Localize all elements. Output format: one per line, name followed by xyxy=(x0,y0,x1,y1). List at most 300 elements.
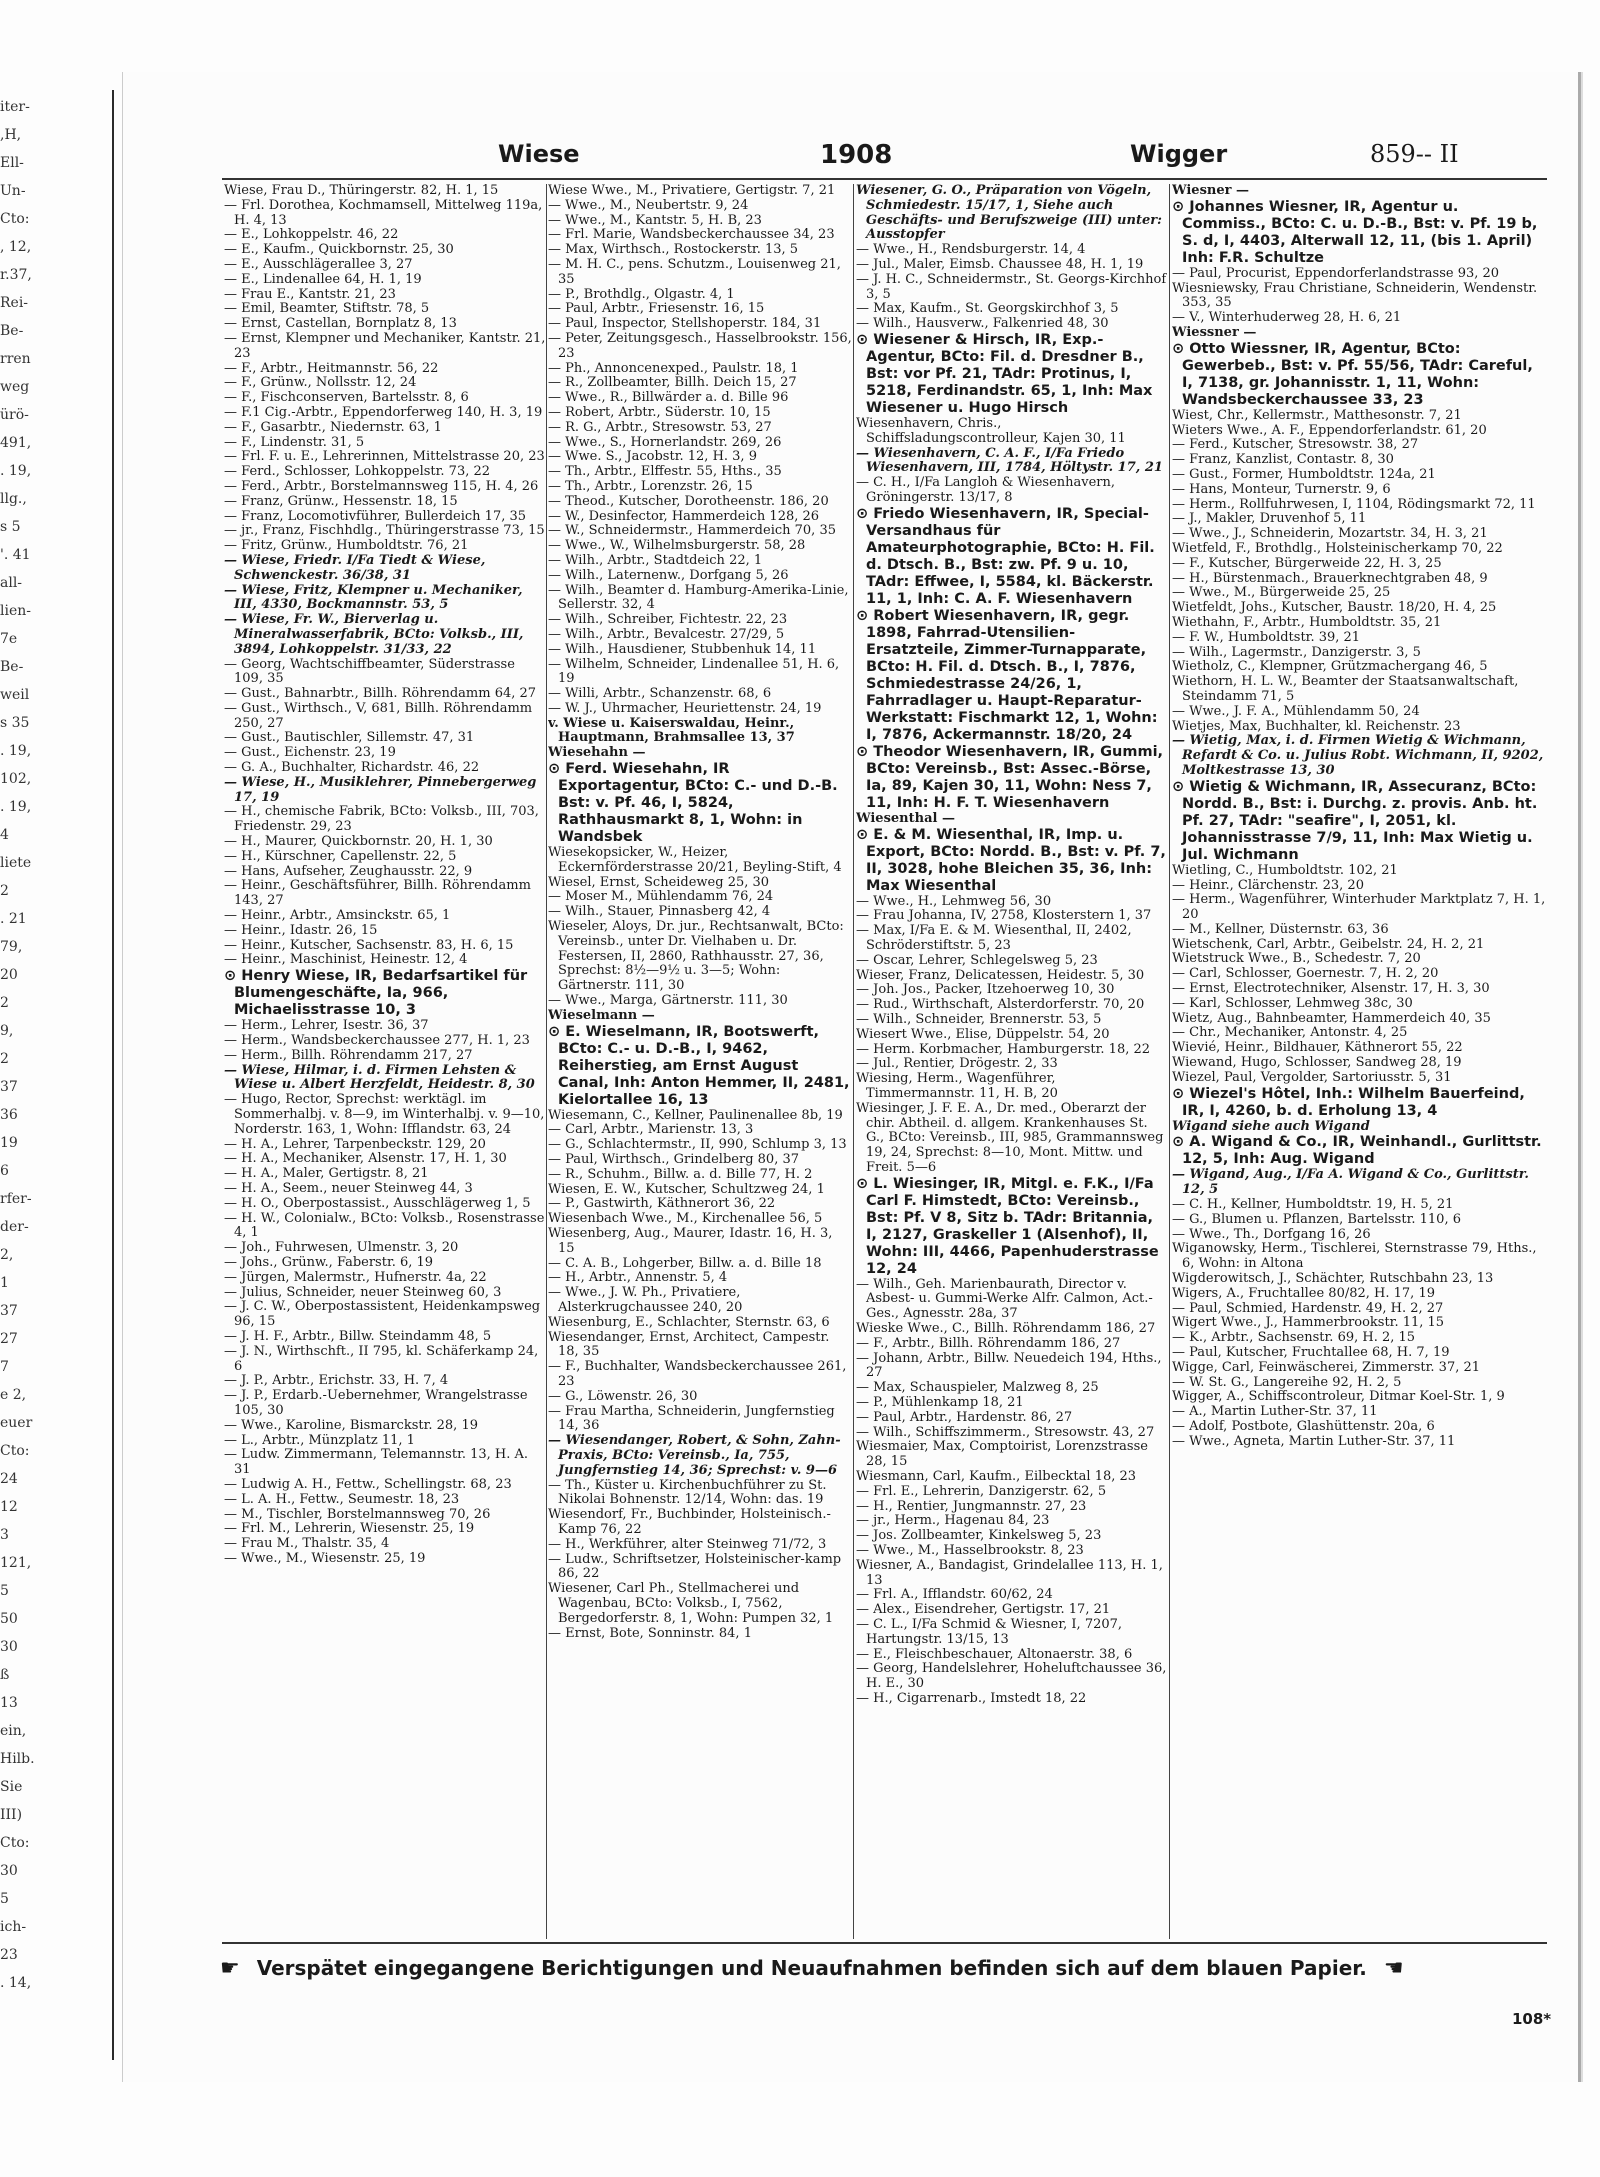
directory-entry: — Ernst, Castellan, Bornplatz 8, 13 xyxy=(224,316,457,332)
margin-fragment: ein, xyxy=(0,1723,27,1739)
directory-entry: — M. H. C., pens. Schutzm., Louisenweg 21, 35 xyxy=(548,256,841,287)
directory-entry: Wieser, Franz, Delicatessen, Heidestr. 5, 30 xyxy=(856,967,1145,983)
margin-fragment: 23 xyxy=(0,1947,18,1963)
directory-entry: — Frau Martha, Schneiderin, Jungfernstieg 14, 36 xyxy=(548,1403,835,1434)
margin-fragment: euer xyxy=(0,1415,33,1431)
directory-entry: — Wwe., Marga, Gärtnerstr. 111, 30 xyxy=(548,993,788,1009)
directory-entry: — Ferd., Arbtr., Borstelmannsweg 115, H. 4, 26 xyxy=(224,478,539,494)
directory-entry: Wietling, C., Humboldtstr. 102, 21 xyxy=(1172,862,1398,878)
margin-fragment: 12 xyxy=(0,1499,18,1515)
directory-entry: — Heinr., Geschäftsführer, Billh. Röhrendamm 143, 27 xyxy=(224,878,531,909)
directory-entry: — Paul, Kutscher, Fruchtallee 68, H. 7, 19 xyxy=(1172,1345,1450,1361)
directory-entry: — Jos. Zollbeamter, Kinkelsweg 5, 23 xyxy=(856,1528,1102,1544)
directory-entry: — Franz, Kanzlist, Contastr. 8, 30 xyxy=(1172,452,1394,468)
directory-entry: Wiewand, Hugo, Schlosser, Sandweg 28, 19 xyxy=(1172,1055,1462,1071)
directory-entry: Wigderowitsch, J., Schächter, Rutschbahn 23, 13 xyxy=(1172,1271,1494,1287)
directory-entry: — Alex., Eisendreher, Gertigstr. 17, 21 xyxy=(856,1602,1111,1618)
directory-entry: Wieske Wwe., C., Billh. Röhrendamm 186, 27 xyxy=(856,1321,1156,1337)
directory-entry: — W. St. G., Langereihe 92, H. 2, 5 xyxy=(1172,1374,1402,1390)
directory-entry: — Joh. Jos., Packer, Itzehoerweg 10, 30 xyxy=(856,982,1115,998)
directory-entry: Wieseler, Aloys, Dr. jur., Rechtsanwalt, BCto: Vereinsb., unter Dr. Vielhaben u. Dr. Festersen, II, 2860, Rathhausstr. 27, 36, Sprechst: 8½—9½ u. 3—5; Wohn: Gärtnerstr. 111, 30 xyxy=(548,919,844,994)
directory-entry: Wieters Wwe., A. F., Eppendorferlandstr. 61, 20 xyxy=(1172,422,1487,438)
directory-entry: Wiesenhavern, Chris., Schiffsladungscontrolleur, Kajen 30, 11 xyxy=(856,415,1126,446)
margin-fragment: all- xyxy=(0,575,23,591)
directory-entry: — R. G., Arbtr., Stresowstr. 53, 27 xyxy=(548,419,772,435)
directory-entry: — C. L., I/Fa Schmid & Wiesner, I, 7207, Hartungstr. 13/15, 13 xyxy=(856,1617,1123,1647)
directory-entry: — H., Bürstenmach., Brauerknechtgraben 48, 9 xyxy=(1172,570,1488,586)
previous-page-edge xyxy=(0,100,108,2020)
firm-entry: ⊙ E. & M. Wiesenthal, IR, Imp. u. Export, BCto: Nordd. B., Bst: v. Pf. 7, II, 3028, hohe Bleichen 35, 36, Inh: Max Wiesenthal xyxy=(856,826,1166,894)
margin-fragment: Be- xyxy=(0,323,24,339)
directory-entry: — Herm., Wagenführer, Winterhuder Marktplatz 7, H. 1, 20 xyxy=(1172,892,1546,923)
margin-fragment: 24 xyxy=(0,1471,18,1487)
firm-entry: ⊙ E. Wieselmann, IR, Bootswerft, BCto: C.- u. D.-B., I, 9462, Reiherstieg, am Ernst August Canal, Inh: Anton Hemmer, II, 2481, Kielortallee 16, 13 xyxy=(548,1023,850,1108)
directory-entry: — Robert, Arbtr., Süderstr. 10, 15 xyxy=(548,404,771,420)
directory-entry: — Emil, Beamter, Stiftstr. 78, 5 xyxy=(224,301,430,317)
directory-entry: Wiese, Frau D., Thüringerstr. 82, H. 1, 15 xyxy=(224,184,499,198)
directory-entry: Wiesener, G. O., Präparation von Vögeln, Schmiedestr. 15/17, 1, Siehe auch Geschäfts- und Berufszweige (III) unter: Ausstopfer xyxy=(856,184,1162,243)
directory-entry: — Gust., Wirthsch., V, 681, Billh. Röhrendamm 250, 27 xyxy=(224,700,533,731)
margin-fragment: ich- xyxy=(0,1919,27,1935)
section-heading: Wiesehahn — xyxy=(548,745,646,761)
directory-entry: — Wwe., M., Wiesenstr. 25, 19 xyxy=(224,1550,426,1566)
directory-entry: — Ernst, Electrotechniker, Alsenstr. 17, H. 3, 30 xyxy=(1172,981,1490,997)
directory-entry: — Wilh., Laternenw., Dorfgang 5, 26 xyxy=(548,567,789,583)
directory-entry: — Wiesenhavern, C. A. F., I/Fa Friedo Wiesenhavern, III, 1784, Höltystr. 17, 21 xyxy=(856,445,1163,476)
margin-fragment: iter- xyxy=(0,100,30,115)
directory-entry: — J. P., Erdarb.-Uebernehmer, Wrangelstrasse 105, 30 xyxy=(224,1388,528,1418)
directory-entry: — Wiese, Hilmar, i. d. Firmen Lehsten & Wiese u. Albert Herzfeldt, Heidestr. 8, 30 xyxy=(224,1062,535,1093)
directory-entry: Wietholz, C., Klempner, Grützmachergang 46, 5 xyxy=(1172,659,1488,675)
directory-entry: — Wwe., J., Schneiderin, Mozartstr. 34, H. 3, 21 xyxy=(1172,526,1488,542)
firm-entry: ⊙ Otto Wiessner, IR, Agentur, BCto: Gewerbeb., Bst: v. Pf. 55/56, TAdr: Careful, I, 7138, gr. Johannisstr. 1, 11, Wohn: Wandsbeckerchaussee 33, 23 xyxy=(1172,340,1533,408)
directory-entry: — Wiese, Fritz, Klempner u. Mechaniker, III, 4330, Bockmannstr. 53, 5 xyxy=(224,582,523,613)
directory-entry: — Wwe., R., Billwärder a. d. Bille 96 xyxy=(548,390,789,406)
directory-entry: — H., Cigarrenarb., Imstedt 18, 22 xyxy=(856,1691,1087,1706)
firm-entry: ⊙ Theodor Wiesenhavern, IR, Gummi, BCto: Vereinsb., Bst: Assec.-Börse, Ia, 89, Kajen 30, 11, Wohn: Ness 7, 11, Inh: H. F. T. Wiesenhavern xyxy=(856,743,1164,811)
directory-entry: — F.1 Cig.-Arbtr., Eppendorferweg 140, H. 3, 19 xyxy=(224,404,543,420)
directory-entry: — Wiese, Fr. W., Bierverlag u. Mineralwasserfabrik, BCto: Volksb., III, 3894, Lohkoppelstr. 31/33, 22 xyxy=(224,612,524,657)
margin-fragment: 6 xyxy=(0,1163,9,1179)
directory-entry: Wietjes, Max, Buchhalter, kl. Reichenstr. 23 xyxy=(1172,718,1461,734)
directory-entry: — E., Lohkoppelstr. 46, 22 xyxy=(224,227,399,243)
directory-entry: — Max, Kaufm., St. Georgskirchhof 3, 5 xyxy=(856,301,1119,317)
directory-entry: — F., Kutscher, Bürgerweide 22, H. 3, 25 xyxy=(1172,555,1442,571)
directory-entry: — Paul, Wirthsch., Grindelberg 80, 37 xyxy=(548,1152,799,1168)
margin-fragment: llg., xyxy=(0,491,27,507)
directory-entry: — Jul., Rentier, Drögestr. 2, 33 xyxy=(856,1056,1058,1072)
directory-entry: — Hans, Aufseher, Zeughausstr. 22, 9 xyxy=(224,863,473,879)
margin-fragment: Rei- xyxy=(0,295,29,311)
directory-entry: — P., Brothdlg., Olgastr. 4, 1 xyxy=(548,286,735,302)
directory-entry: — Gust., Bahnarbtr., Billh. Röhrendamm 64, 27 xyxy=(224,686,537,702)
margin-fragment: 7e xyxy=(0,631,18,647)
margin-fragment: Un- xyxy=(0,183,26,199)
directory-entry: — H., Kürschner, Capellenstr. 22, 5 xyxy=(224,848,457,864)
directory-entry: Wiganowsky, Herm., Tischlerei, Sternstrasse 79, Hths., 6, Wohn: in Altona xyxy=(1172,1241,1537,1272)
directory-entry: — Joh., Fuhrwesen, Ulmenstr. 3, 20 xyxy=(224,1240,459,1256)
margin-fragment: 1 xyxy=(0,1275,9,1291)
directory-entry: — H. O., Oberpostassist., Ausschlägerweg 1, 5 xyxy=(224,1195,531,1211)
pointing-hand-left-icon: ☚ xyxy=(1383,1956,1404,1981)
directory-entry: — Oscar, Lehrer, Schlegelsweg 5, 23 xyxy=(856,952,1098,968)
margin-fragment: s 35 xyxy=(0,715,30,731)
directory-entry: — Wiese, Friedr. I/Fa Tiedt & Wiese, Schwenckestr. 36/38, 31 xyxy=(224,552,486,583)
directory-entry: — Wwe., M., Neubertstr. 9, 24 xyxy=(548,197,749,213)
pointing-hand-right-icon: ☛ xyxy=(220,1956,240,1981)
margin-fragment: . 19, xyxy=(0,743,32,759)
directory-entry: — C. H., Kellner, Humboldtstr. 19, H. 5, 21 xyxy=(1172,1197,1454,1213)
directory-entry: — Heinr., Clärchenstr. 23, 20 xyxy=(1172,877,1364,893)
directory-entry: Wiesmaier, Max, Comptoirist, Lorenzstrasse 28, 15 xyxy=(856,1439,1148,1470)
footer-rule xyxy=(222,1942,1547,1944)
firm-entry: ⊙ Friedo Wiesenhavern, IR, Special-Versandhaus für Amateurphotographie, BCto: H. Fil. d. Dtsch. B., Bst: zw. Pf. 9 u. 10, TAdr: Effwee, I, 5584, kl. Bäckerstr. 11, 1, Inh: C. A. F. Wiesenhavern xyxy=(856,505,1155,607)
section-heading: Wiesner — xyxy=(1172,184,1249,198)
margin-fragment: 79, xyxy=(0,939,23,955)
directory-entry: — Herm., Lehrer, Isestr. 36, 37 xyxy=(224,1018,429,1034)
directory-entry: — F., Arbtr., Heitmannstr. 56, 22 xyxy=(224,360,439,376)
directory-entry: — J. C. W., Oberpostassistent, Heidenkampsweg 96, 15 xyxy=(224,1299,541,1330)
directory-entry: Wiese Wwe., M., Privatiere, Gertigstr. 7, 21 xyxy=(548,184,836,198)
directory-entry: — F., Grünw., Nollsstr. 12, 24 xyxy=(224,375,417,391)
directory-entry: — Wiese, H., Musiklehrer, Pinnebergerweg 17, 19 xyxy=(224,774,537,805)
directory-entry: — Peter, Zeitungsgesch., Hasselbrookstr. 156, 23 xyxy=(548,330,852,361)
directory-entry: — Ludwig A. H., Fettw., Schellingstr. 68, 23 xyxy=(224,1476,512,1492)
directory-entry: — J. P., Arbtr., Erichstr. 33, H. 7, 4 xyxy=(224,1373,449,1389)
column-1 xyxy=(224,184,546,1939)
gutter-line xyxy=(112,90,114,2060)
directory-entry: — Johann, Arbtr., Billw. Neuedeich 194, Hths., 27 xyxy=(856,1350,1162,1381)
margin-fragment: weg xyxy=(0,379,30,395)
directory-entry: — Paul, Arbtr., Friesenstr. 16, 15 xyxy=(548,301,765,317)
directory-entry: — Jul., Maler, Eimsb. Chaussee 48, H. 1, 19 xyxy=(856,256,1144,272)
margin-fragment: rfer- xyxy=(0,1191,32,1207)
margin-fragment: r.37, xyxy=(0,267,32,283)
margin-fragment: 491, xyxy=(0,435,32,451)
page-header xyxy=(200,140,1580,180)
directory-entry: — G., Schlachtermstr., II, 990, Schlump 3, 13 xyxy=(548,1137,847,1153)
directory-entry: — Wilh., Arbtr., Bevalcestr. 27/29, 5 xyxy=(548,626,785,642)
directory-entry: — Wilh., Lagermstr., Danzigerstr. 3, 5 xyxy=(1172,644,1421,660)
directory-entry: — Franz, Grünw., Hessenstr. 18, 15 xyxy=(224,493,458,509)
column-4 xyxy=(1172,184,1546,1939)
directory-entry: — Wilh., Schreiber, Fichtestr. 22, 23 xyxy=(548,612,788,628)
directory-entry: Wietschenk, Carl, Arbtr., Geibelstr. 24, H. 2, 21 xyxy=(1172,936,1485,952)
directory-entry: — H., Arbtr., Annenstr. 5, 4 xyxy=(548,1270,728,1286)
directory-entry: — Wwe., W., Wilhelmsburgerstr. 58, 28 xyxy=(548,538,806,554)
directory-entry: — Julius, Schneider, neuer Steinweg 60, 3 xyxy=(224,1284,502,1300)
directory-entry: — L. A. H., Fettw., Seumestr. 18, 23 xyxy=(224,1491,460,1507)
margin-fragment: . 19, xyxy=(0,463,32,479)
directory-entry: — Th., Arbtr., Elffestr. 55, Hths., 35 xyxy=(548,464,782,480)
directory-entry: — Wwe. S., Jacobstr. 12, H. 3, 9 xyxy=(548,449,757,465)
directory-entry: — Hans, Monteur, Turnerstr. 9, 6 xyxy=(1172,481,1391,497)
margin-fragment: ürö- xyxy=(0,407,29,423)
directory-entry: — Ernst, Klempner und Mechaniker, Kantstr. 21, 23 xyxy=(224,330,546,361)
directory-entry: Wiesenbach Wwe., M., Kirchenallee 56, 5 xyxy=(548,1211,823,1227)
directory-entry: — Wietig, Max, i. d. Firmen Wietig & Wichmann, Refardt & Co. u. Julius Robt. Wichmann, II, 9202, Moltkestrasse 13, 30 xyxy=(1172,733,1544,778)
directory-entry: — Wwe., Th., Dorfgang 16, 26 xyxy=(1172,1226,1371,1242)
directory-entry: Wietz, Aug., Bahnbeamter, Hammerdeich 40, 35 xyxy=(1172,1010,1491,1026)
directory-entry: — Wwe., M., Bürgerweide 25, 25 xyxy=(1172,585,1391,601)
directory-entry: — M., Kellner, Düsternstr. 63, 36 xyxy=(1172,921,1389,937)
directory-entry: — H. A., Seem., neuer Steinweg 44, 3 xyxy=(224,1181,473,1196)
directory-entry: — Franz, Locomotivführer, Bullerdeich 17, 35 xyxy=(224,508,527,524)
section-heading: Wiesenthal — xyxy=(856,810,955,826)
directory-entry: — Paul, Arbtr., Hardenstr. 86, 27 xyxy=(856,1409,1073,1425)
directory-entry: Wiethahn, F., Arbtr., Humboldtstr. 35, 21 xyxy=(1172,614,1442,630)
margin-fragment: Sie xyxy=(0,1779,23,1795)
margin-fragment: e 2, xyxy=(0,1387,27,1403)
directory-entry: — Willi, Arbtr., Schanzenstr. 68, 6 xyxy=(548,686,772,702)
firm-entry: ⊙ Wiesener & Hirsch, IR, Exp.-Agentur, BCto: Fil. d. Dresdner B., Bst: vor Pf. 21, TAdr: Protinus, I, 5218, Ferdinandstr. 65, 1, Inh: Max Wiesener u. Hugo Hirsch xyxy=(856,331,1153,416)
margin-fragment: 30 xyxy=(0,1639,18,1655)
directory-entry: — Carl, Schlosser, Goernestr. 7, H. 2, 20 xyxy=(1172,966,1439,982)
margin-fragment: Hilb. xyxy=(0,1751,35,1767)
directory-entry: — Adolf, Postbote, Glashüttenstr. 20a, 6 xyxy=(1172,1419,1435,1434)
directory-entry: — Wigand, Aug., I/Fa A. Wigand & Co., Gurlittstr. 12, 5 xyxy=(1172,1167,1529,1198)
directory-entry: Wietfeldt, Johs., Kutscher, Baustr. 18/20, H. 4, 25 xyxy=(1172,600,1497,616)
directory-entry: — H. W., Colonialw., BCto: Volksb., Rosenstrasse 4, 1 xyxy=(224,1210,545,1241)
directory-entry: — Moser M., Mühlendamm 76, 24 xyxy=(548,889,774,905)
margin-fragment: ß xyxy=(0,1667,10,1683)
firm-entry: ⊙ Wietig & Wichmann, IR, Assecuranz, BCto: Nordd. B., Bst: i. Durchg. z. provis. Anb. ht. Pf. 27, TAdr: "seafire", I, 2051, kl. Johannisstrasse 7/9, 11, Inh: Max Wietig u. Jul. Wichmann xyxy=(1172,778,1538,863)
directory-entry: — Frl. M., Lehrerin, Wiesenstr. 25, 19 xyxy=(224,1521,475,1537)
directory-entry: Wigge, Carl, Feinwäscherei, Zimmerstr. 37, 21 xyxy=(1172,1359,1481,1375)
directory-entry: — F. W., Humboldtstr. 39, 21 xyxy=(1172,629,1361,645)
directory-entry: — P., Gastwirth, Käthnerort 36, 22 xyxy=(548,1196,776,1212)
directory-entry: — G. A., Buchhalter, Richardstr. 46, 22 xyxy=(224,760,480,776)
margin-fragment: Cto: xyxy=(0,1443,30,1459)
directory-entry: — Th., Arbtr., Lorenzstr. 26, 15 xyxy=(548,478,753,494)
directory-entry: Wiesniewsky, Frau Christiane, Schneiderin, Wendenstr. 353, 35 xyxy=(1172,280,1538,311)
directory-entry: — Frl. E., Lehrerin, Danzigerstr. 62, 5 xyxy=(856,1483,1107,1499)
directory-entry: — F., Fischconserven, Bartelsstr. 8, 6 xyxy=(224,390,469,406)
margin-fragment: rren xyxy=(0,351,31,367)
directory-entry: — H., Werkführer, alter Steinweg 71/72, 3 xyxy=(548,1536,827,1552)
directory-entry: Wigand siehe auch Wigand xyxy=(1172,1118,1370,1134)
header-first-name: Wiese xyxy=(498,140,580,168)
directory-entry: — Frau E., Kantstr. 21, 23 xyxy=(224,286,396,302)
margin-fragment: 37 xyxy=(0,1303,18,1319)
directory-entry: — Paul, Schmied, Hardenstr. 49, H. 2, 27 xyxy=(1172,1300,1444,1316)
directory-entry: Wiesert Wwe., Elise, Düppelstr. 54, 20 xyxy=(856,1026,1110,1042)
margin-fragment: 37 xyxy=(0,1079,18,1095)
directory-entry: — Heinr., Kutscher, Sachsenstr. 83, H. 6, 15 xyxy=(224,937,514,953)
margin-fragment: 19 xyxy=(0,1135,18,1151)
firm-entry: ⊙ Ferd. Wiesehahn, IR Exportagentur, BCto: C.- und D.-B. Bst: v. Pf. 46, I, 5824, Rathhausmarkt 8, 1, Wohn: in Wandsbek xyxy=(548,761,838,846)
margin-fragment: Cto: xyxy=(0,211,30,227)
directory-entry: — Carl, Arbtr., Marienstr. 13, 3 xyxy=(548,1122,754,1138)
firm-entry: ⊙ A. Wigand & Co., IR, Weinhandl., Gurlittstr. 12, 5, Inh: Aug. Wigand xyxy=(1172,1134,1542,1168)
directory-entry: — Gust., Former, Humboldtstr. 124a, 21 xyxy=(1172,466,1436,482)
directory-entry: — Wwe., S., Hornerlandstr. 269, 26 xyxy=(548,434,782,450)
margin-fragment: der- xyxy=(0,1219,29,1235)
margin-fragment: liete xyxy=(0,855,32,871)
directory-entry: — Wwe., H., Lehmweg 56, 30 xyxy=(856,893,1052,909)
directory-entry: — A., Martin Luther-Str. 37, 11 xyxy=(1172,1404,1378,1420)
directory-entry: Wiezel, Paul, Vergolder, Sartoriusstr. 5, 31 xyxy=(1172,1069,1452,1085)
margin-fragment: 2 xyxy=(0,1051,9,1067)
directory-entry: — Heinr., Arbtr., Amsinckstr. 65, 1 xyxy=(224,908,451,924)
margin-fragment: 2, xyxy=(0,1247,14,1263)
directory-entry: — Rud., Wirthschaft, Alsterdorferstr. 70, 20 xyxy=(856,997,1145,1013)
directory-entry: — Wwe., Agneta, Martin Luther-Str. 37, 11 xyxy=(1172,1433,1456,1449)
directory-entry: — Wwe., M., Hasselbrookstr. 8, 23 xyxy=(856,1543,1084,1559)
margin-fragment: , 12, xyxy=(0,239,32,255)
directory-entry: — Herm., Wandsbeckerchaussee 277, H. 1, 23 xyxy=(224,1033,530,1049)
directory-entry: — K., Arbtr., Sachsenstr. 69, H. 2, 15 xyxy=(1172,1330,1416,1346)
margin-fragment: ,H, xyxy=(0,127,22,143)
margin-fragment: . 14, xyxy=(0,1975,32,1991)
directory-entry: — Wwe., M., Kantstr. 5, H. B, 23 xyxy=(548,212,762,228)
footer-notice xyxy=(210,1956,1550,1981)
directory-entry: Wiesing, Herm., Wagenführer, Timmermannstr. 11, H. B, 20 xyxy=(856,1071,1058,1101)
directory-entry: — Herm. Korbmacher, Hamburgerstr. 18, 22 xyxy=(856,1041,1151,1057)
directory-entry: Wigger, A., Schiffscontroleur, Ditmar Koel-Str. 1, 9 xyxy=(1172,1389,1505,1405)
firm-entry: ⊙ L. Wiesinger, IR, Mitgl. e. F.K., I/Fa Carl F. Himstedt, BCto: Vereinsb., Bst: Pf. V 8, Sitz b. TAdr: Britannia, I, 2127, Graskeller 1 (Alsenhof), II, Wohn: III, 4466, Papenhuderstrasse 12, 24 xyxy=(856,1175,1159,1277)
directory-entry: — Ferd., Kutscher, Stresowstr. 38, 27 xyxy=(1172,437,1419,453)
directory-entry: — Fritz, Grünw., Humboldtstr. 76, 21 xyxy=(224,538,469,554)
margin-fragment: 5 xyxy=(0,1583,9,1599)
directory-entry: Wiesekopsicker, W., Heizer, Eckernförderstrasse 20/21, Beyling-Stift, 4 xyxy=(548,845,842,875)
directory-entry: Wievié, Heinr., Bildhauer, Käthnerort 55, 22 xyxy=(1172,1040,1463,1056)
directory-entry: — Jürgen, Malermstr., Hufnerstr. 4a, 22 xyxy=(224,1269,487,1285)
directory-entry: Wiesel, Ernst, Scheideweg 25, 30 xyxy=(548,874,770,890)
directory-entry: — Wilh., Hausdiener, Stubbenhuk 14, 11 xyxy=(548,641,817,657)
directory-entry: — Max, I/Fa E. & M. Wiesenthal, II, 2402, Schröderstiftstr. 5, 23 xyxy=(856,923,1132,953)
margin-fragment: 7 xyxy=(0,1359,9,1375)
firm-entry: ⊙ Wiezel's Hôtel, Inh.: Wilhelm Bauerfeind, IR, I, 4260, b. d. Erholung 13, 4 xyxy=(1172,1085,1525,1119)
directory-entry: Wiesemann, C., Kellner, Paulinenallee 8b, 19 xyxy=(548,1107,843,1123)
directory-entry: — G., Blumen u. Pflanzen, Bartelsstr. 110, 6 xyxy=(1172,1211,1461,1227)
directory-entry: — Chr., Mechaniker, Antonstr. 4, 25 xyxy=(1172,1025,1408,1041)
directory-entry: — Gust., Bautischler, Sillemstr. 47, 31 xyxy=(224,730,475,746)
directory-entry: — H., Maurer, Quickbornstr. 20, H. 1, 30 xyxy=(224,834,493,850)
directory-entry: Wiesener, Carl Ph., Stellmacherei und Wagenbau, BCto: Volksb., I, 7562, Bergedorferstr. 8, 1, Wohn: Pumpen 32, 1 xyxy=(548,1581,834,1626)
directory-entry: — G., Löwenstr. 26, 30 xyxy=(548,1388,698,1404)
directory-entry: Wietstruck Wwe., B., Schedestr. 7, 20 xyxy=(1172,951,1421,967)
directory-entry: — Frl. Marie, Wandsbeckerchaussee 34, 23 xyxy=(548,227,835,243)
directory-entry: — Ludw., Schriftsetzer, Holsteinischer-kamp 86, 22 xyxy=(548,1551,842,1582)
directory-entry: — W. J., Uhrmacher, Heuriettenstr. 24, 19 xyxy=(548,700,822,716)
directory-entry: Wigert Wwe., J., Hammerbrookstr. 11, 15 xyxy=(1172,1315,1445,1331)
margin-fragment: 5 xyxy=(0,1891,9,1907)
directory-entry: — Wiesendanger, Robert, & Sohn, Zahn-Praxis, BCto: Vereinsb., Ia, 755, Jungfernstieg 14, 36; Sprechst: v. 9—6 xyxy=(548,1433,841,1478)
directory-entry: — Th., Küster u. Kirchenbuchführer zu St. Nikolai Bohnenstr. 12/14, Wohn: das. 19 xyxy=(548,1477,827,1508)
header-page-number: 859-- II xyxy=(1370,140,1459,168)
margin-fragment: lien- xyxy=(0,603,31,619)
directory-entry: Wiesen, E. W., Kutscher, Schultzweg 24, 1 xyxy=(548,1181,825,1197)
directory-entry: — J. H. C., Schneidermstr., St. Georgs-Kirchhof 3, 5 xyxy=(856,271,1167,302)
directory-entry: — Frau M., Thalstr. 35, 4 xyxy=(224,1536,390,1552)
directory-entry: — Georg, Wachtschiffbeamter, Süderstrasse 109, 35 xyxy=(224,656,515,687)
directory-entry: — Wilh., Beamter d. Hamburg-Amerika-Linie, Sellerstr. 32, 4 xyxy=(548,582,849,613)
margin-fragment: s 5 xyxy=(0,519,21,535)
directory-entry: Wiest, Chr., Kellermstr., Matthesonstr. 7, 21 xyxy=(1172,407,1462,423)
margin-fragment: 30 xyxy=(0,1863,18,1879)
directory-entry: Wiesmann, Carl, Kaufm., Eilbecktal 18, 23 xyxy=(856,1469,1137,1485)
margin-fragment: 2 xyxy=(0,995,9,1011)
directory-entry: — C. A. B., Lohgerber, Billw. a. d. Bille 18 xyxy=(548,1255,822,1271)
firm-entry: ⊙ Robert Wiesenhavern, IR, gegr. 1898, Fahrrad-Utensilien-Ersatzteile, Zimmer-Turnapparate, BCto: H. Fil. d. Dtsch. B., I, 7876, Schmiedestrasse 24/26, 1, Fahrradlager u. Haupt-Reparatur-Werkstatt: Fischmarkt 12, 1, Wohn: I, 7876, Ackermannstr. 18/20, 24 xyxy=(856,607,1158,743)
header-rule xyxy=(222,178,1547,180)
directory-entry: — Heinr., Maschinist, Heinestr. 12, 4 xyxy=(224,952,468,968)
directory-entry: — W., Schneidermstr., Hammerdeich 70, 35 xyxy=(548,523,836,539)
margin-fragment: 121, xyxy=(0,1555,32,1571)
header-last-name: Wigger xyxy=(1130,140,1228,168)
directory-entry: — Karl, Schlosser, Lehmweg 38c, 30 xyxy=(1172,995,1413,1011)
firm-entry: ⊙ Johannes Wiesner, IR, Agentur u. Commiss., BCto: C. u. D.-B., Bst: v. Pf. 19 b, S. d, I, 4403, Alterwall 12, 11, (bis 1. April) Inh: F.R. Schultze xyxy=(1172,198,1538,266)
directory-entry: — Johs., Grünw., Faberstr. 6, 19 xyxy=(224,1254,434,1270)
directory-entry: — R., Zollbeamter, Billh. Deich 15, 27 xyxy=(548,375,797,391)
margin-fragment: Be- xyxy=(0,659,24,675)
directory-entry: — Paul, Procurist, Eppendorferlandstrasse 93, 20 xyxy=(1172,265,1500,281)
margin-fragment: 20 xyxy=(0,967,18,983)
directory-entry: — V., Winterhuderweg 28, H. 6, 21 xyxy=(1172,310,1402,326)
directory-entry: — P., Mühlenkamp 18, 21 xyxy=(856,1395,1024,1411)
directory-entry: — Wilh., Geh. Marienbaurath, Director v. Asbest- u. Gummi-Werke Alfr. Calmon, Act.-Ges., Agnesstr. 28a, 37 xyxy=(856,1276,1153,1322)
directory-entry: — jr., Franz, Fischhdlg., Thüringerstrasse 73, 15 xyxy=(224,523,545,539)
directory-entry: Wigers, A., Fruchtallee 80/82, H. 17, 19 xyxy=(1172,1285,1435,1301)
directory-entry: Wiethorn, H. L. W., Beamter der Staatsanwaltschaft, Steindamm 71, 5 xyxy=(1172,674,1519,704)
directory-entry: — H. A., Maler, Gertigstr. 8, 21 xyxy=(224,1166,429,1182)
directory-entry: — Frl. A., Ifflandstr. 60/62, 24 xyxy=(856,1587,1053,1603)
margin-fragment: '. 41 xyxy=(0,547,31,563)
directory-entry: — H., chemische Fabrik, BCto: Volksb., III, 703, Friedenstr. 29, 23 xyxy=(224,804,539,835)
directory-entry: — Frau Johanna, IV, 2758, Klosterstern 1, 37 xyxy=(856,908,1152,924)
directory-entry: — Ph., Annoncenexped., Paulstr. 18, 1 xyxy=(548,360,799,376)
directory-entry: — Wwe., J. F. A., Mühlendamm 50, 24 xyxy=(1172,703,1420,719)
directory-entry: Wiesner, A., Bandagist, Grindelallee 113, H. 1, 13 xyxy=(856,1557,1163,1588)
sheet-number: 108* xyxy=(1512,2010,1552,2028)
margin-fragment: weil xyxy=(0,687,30,703)
directory-entry: — Frl. Dorothea, Kochmamsell, Mittelweg 119a, H. 4, 13 xyxy=(224,197,543,228)
directory-entry: — Herm., Billh. Röhrendamm 217, 27 xyxy=(224,1047,473,1063)
margin-fragment: . 19, xyxy=(0,799,32,815)
directory-entry: — Wwe., H., Rendsburgerstr. 14, 4 xyxy=(856,242,1086,258)
margin-fragment: 4 xyxy=(0,827,9,843)
directory-entry: Wietfeld, F., Brothdlg., Holsteinischerkamp 70, 22 xyxy=(1172,540,1503,556)
margin-fragment: 3 xyxy=(0,1527,9,1543)
directory-entry: — F., Lindenstr. 31, 5 xyxy=(224,434,365,450)
margin-fragment: Ell- xyxy=(0,155,24,171)
directory-entry: — F., Gasarbtr., Niedernstr. 63, 1 xyxy=(224,419,442,435)
directory-entry: Wiesinger, J. F. E. A., Dr. med., Oberarzt der chir. Abtheil. d. allgem. Krankenhauses St. G., BCto: Vereinsb., III, 985, Grammannsweg 19, 24, Sprechst: 8—10, Mont. Mittw. und Freit. 5—6 xyxy=(856,1100,1164,1175)
directory-entry: — Max, Schauspieler, Malzweg 8, 25 xyxy=(856,1380,1099,1396)
directory-entry: Wiesenburg, E., Schlachter, Sternstr. 63, 6 xyxy=(548,1314,830,1330)
directory-entry: — Ernst, Bote, Sonninstr. 84, 1 xyxy=(548,1625,752,1641)
directory-entry: — C. H., I/Fa Langloh & Wiesenhavern, Gröningerstr. 13/17, 8 xyxy=(856,475,1116,505)
directory-entry: — Frl. F. u. E., Lehrerinnen, Mittelstrasse 20, 23 xyxy=(224,449,545,465)
firm-entry: ⊙ Henry Wiese, IR, Bedarfsartikel für Blumengeschäfte, Ia, 966, Michaelisstrasse 10, 3 xyxy=(224,968,528,1019)
directory-entry: — Wilh., Schiffszimmerm., Stresowstr. 43, 27 xyxy=(856,1424,1155,1440)
directory-entry: Wiesendanger, Ernst, Architect, Campestr. 18, 35 xyxy=(548,1329,830,1360)
directory-entry: — Heinr., Idastr. 26, 15 xyxy=(224,922,378,938)
directory-entry: — Wilhelm, Schneider, Lindenallee 51, H. 6, 19 xyxy=(548,656,840,687)
directory-entry: — H., Rentier, Jungmannstr. 27, 23 xyxy=(856,1498,1087,1514)
column-3 xyxy=(856,184,1168,1939)
directory-entry: — Ludw. Zimmermann, Telemannstr. 13, H. A. 31 xyxy=(224,1447,529,1478)
directory-entry: — E., Fleischbeschauer, Altonaerstr. 38, 6 xyxy=(856,1646,1133,1662)
directory-entry: Wiesenberg, Aug., Maurer, Idastr. 16, H. 3, 15 xyxy=(548,1226,833,1256)
directory-entry: — E., Lindenallee 64, H. 1, 19 xyxy=(224,271,422,287)
directory-entry: — Ferd., Schlosser, Lohkoppelstr. 73, 22 xyxy=(224,464,491,480)
margin-fragment: 9, xyxy=(0,1023,14,1039)
directory-entry: — F., Buchhalter, Wandsbeckerchaussee 261, 23 xyxy=(548,1359,847,1389)
margin-fragment: 50 xyxy=(0,1611,18,1627)
margin-fragment: 2 xyxy=(0,883,9,899)
